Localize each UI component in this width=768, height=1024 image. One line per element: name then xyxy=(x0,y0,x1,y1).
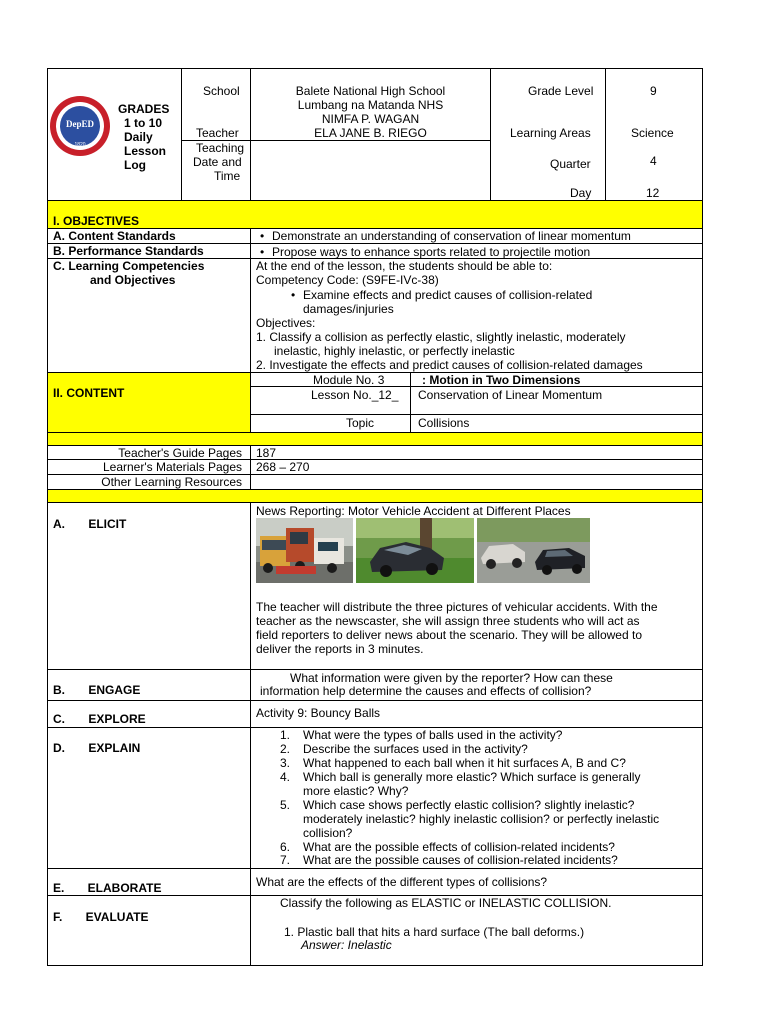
performance-standards-value: • Propose ways to enhance sports related to projectile motion xyxy=(272,245,590,259)
day-label: Day xyxy=(570,186,592,200)
evaluate-item-1: 1. Plastic ball that hits a hard surface (The ball deforms.) xyxy=(284,925,585,939)
logo-text: DepED xyxy=(65,119,94,129)
tg-label: Teacher's Guide Pages xyxy=(118,446,242,460)
explore-value: Activity 9: Bouncy Balls xyxy=(256,706,381,720)
date-label-1: Teaching xyxy=(196,141,245,155)
grades-title-1: GRADES xyxy=(118,102,170,116)
explain-text-4b: more elastic? Why? xyxy=(303,784,409,798)
quarter-value: 4 xyxy=(650,154,657,168)
elicit-para-1: The teacher will distribute the three pictures of vehicular accidents. With the xyxy=(256,600,658,614)
engage-label: B. ENGAGE xyxy=(53,683,141,697)
learning-areas-label: Learning Areas xyxy=(510,126,591,140)
evaluate-label: F. EVALUATE xyxy=(53,910,149,924)
module-label: Module No. 3 xyxy=(313,373,385,387)
explore-label: C. EXPLORE xyxy=(53,712,146,726)
engage-line-1: What information were given by the reporter? How can these xyxy=(290,671,613,685)
accident-photo-trucks xyxy=(256,518,353,583)
teacher-label: Teacher xyxy=(196,126,239,140)
engage-line-2: information help determine the causes and effects of collision? xyxy=(260,684,592,698)
explain-text-1: What were the types of balls used in the activity? xyxy=(303,728,563,742)
elicit-para-2: teacher as the newscaster, she will assign three students who will act as xyxy=(256,614,640,628)
lesson-label: Lesson No._12_ xyxy=(311,388,399,402)
competency-bullet-1: • Examine effects and predict causes of collision-related xyxy=(303,288,592,302)
explain-num-1: 1. xyxy=(280,728,291,742)
day-value: 12 xyxy=(646,186,660,200)
content-standards-value: • Demonstrate an understanding of conservation of linear momentum xyxy=(272,229,631,243)
objectives-label: Objectives: xyxy=(256,316,316,330)
explain-text-4: Which ball is generally more elastic? Which surface is generally xyxy=(303,770,641,784)
topic-value: Collisions xyxy=(418,416,470,430)
explain-text-5c: collision? xyxy=(303,826,353,840)
lm-value: 268 – 270 xyxy=(256,460,310,474)
accident-photo-two-cars xyxy=(477,518,590,583)
explain-text-6: What are the possible effects of collision-related incidents? xyxy=(303,840,615,854)
evaluate-answer-1: Answer: Inelastic xyxy=(301,938,392,952)
elicit-title: News Reporting: Motor Vehicle Accident at Different Places xyxy=(256,504,571,518)
competency-bullet-2: damages/injuries xyxy=(303,302,394,316)
explain-num-2: 2. xyxy=(280,742,291,756)
lm-label: Learner's Materials Pages xyxy=(102,460,242,474)
objective-1a: 1. Classify a collision as perfectly elastic, slightly inelastic, moderately xyxy=(256,330,626,344)
explain-num-6: 6. xyxy=(280,840,291,854)
topic-label: Topic xyxy=(346,416,375,430)
deped-seal-logo xyxy=(50,96,110,156)
elicit-para-4: deliver the reports in 3 minutes. xyxy=(256,642,424,656)
teacher-value-2: ELA JANE B. RIEGO xyxy=(314,126,427,140)
quarter-label: Quarter xyxy=(550,157,591,171)
elicit-para-3: field reporters to deliver news about the scenario. They will be allowed to xyxy=(256,628,642,642)
other-label: Other Learning Resources xyxy=(101,475,242,489)
explain-num-4: 4. xyxy=(280,770,291,784)
explain-num-7: 7. xyxy=(280,853,291,867)
explain-num-5: 5. xyxy=(280,798,291,812)
elicit-label: A. ELICIT xyxy=(53,517,127,531)
separator-band-2 xyxy=(47,489,702,502)
grades-title-4: Lesson xyxy=(124,144,167,158)
logo-year: 1820 xyxy=(74,142,86,148)
module-value: : Motion in Two Dimensions xyxy=(422,373,581,387)
performance-standards-label: B. Performance Standards xyxy=(53,244,204,258)
content-band xyxy=(47,372,250,432)
tg-value: 187 xyxy=(256,446,277,460)
evaluate-instruction: Classify the following as ELASTIC or INELASTIC COLLISION. xyxy=(280,896,612,910)
objective-2: 2. Investigate the effects and predict causes of collision-related damages xyxy=(256,358,643,372)
grade-level-value: 9 xyxy=(650,84,657,98)
date-label-2: Date and xyxy=(193,155,242,169)
school-label: School xyxy=(203,84,240,98)
grade-level-label: Grade Level xyxy=(528,84,594,98)
accident-photo-car-tree xyxy=(356,518,474,583)
school-value-2: Lumbang na Matanda NHS xyxy=(297,98,444,112)
explain-text-5: Which case shows perfectly elastic collision? slightly inelastic? xyxy=(303,798,635,812)
competencies-label-2: and Objectives xyxy=(90,273,176,287)
explain-text-2: Describe the surfaces used in the activity? xyxy=(303,742,528,756)
competencies-label-1: C. Learning Competencies xyxy=(53,259,205,273)
elaborate-label: E. ELABORATE xyxy=(53,881,162,895)
competency-code: Competency Code: (S9FE-IVc-38) xyxy=(256,273,439,287)
objectives-band xyxy=(47,200,702,228)
teacher-value-1: NIMFA P. WAGAN xyxy=(321,112,420,126)
objective-1b: inelastic, highly inelastic, or perfectly inelastic xyxy=(274,344,515,358)
competencies-intro: At the end of the lesson, the students should be able to: xyxy=(256,259,553,273)
objectives-heading: I. OBJECTIVES xyxy=(53,214,140,228)
date-label-3: Time xyxy=(214,169,241,183)
content-heading: II. CONTENT xyxy=(53,386,125,400)
lesson-value: Conservation of Linear Momentum xyxy=(418,388,603,402)
explain-text-5b: moderately inelastic? highly inelastic collision? or perfectly inelastic xyxy=(303,812,660,826)
separator-band-1 xyxy=(47,432,702,445)
elaborate-value: What are the effects of the different types of collisions? xyxy=(256,875,548,889)
explain-text-7: What are the possible causes of collision-related incidents? xyxy=(303,853,618,867)
school-value-1: Balete National High School xyxy=(295,84,446,98)
content-standards-label: A. Content Standards xyxy=(53,229,176,243)
explain-label: D. EXPLAIN xyxy=(53,741,141,755)
grades-title-3: Daily xyxy=(124,130,153,144)
grades-title-5: Log xyxy=(124,158,146,172)
explain-num-3: 3. xyxy=(280,756,291,770)
learning-areas-value: Science xyxy=(631,126,674,140)
explain-text-3: What happened to each ball when it hit surfaces A, B and C? xyxy=(303,756,626,770)
grades-title-2: 1 to 10 xyxy=(124,116,163,130)
